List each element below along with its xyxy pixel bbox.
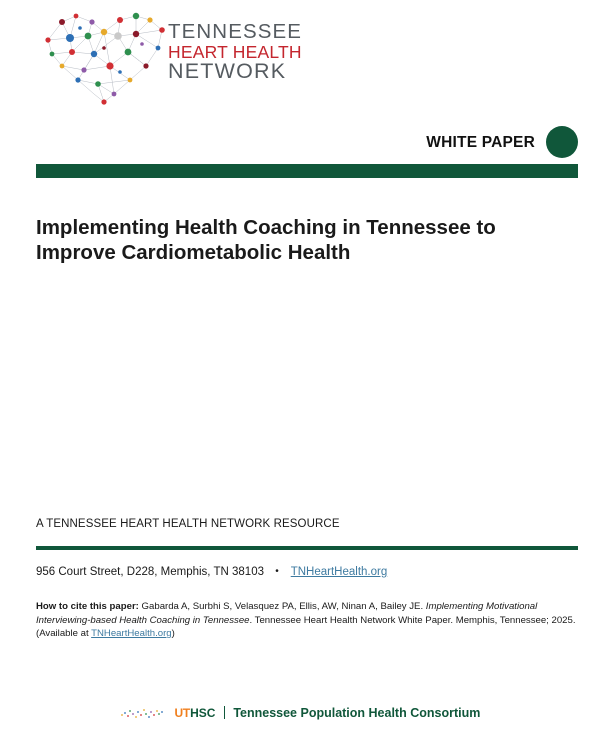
white-paper-label: WHITE PAPER [426, 134, 535, 151]
footer-logo [120, 704, 480, 724]
network-wordmark [168, 22, 302, 83]
consortium-dots-icon [120, 706, 164, 720]
citation-work-title: Implementing Motivational Interviewing-based Health Coaching in Tennessee [36, 601, 538, 626]
bullet-separator: • [275, 566, 279, 577]
network-heart-logo-icon [40, 8, 168, 108]
citation-lead: How to cite this paper: [36, 601, 139, 612]
logo-line-network: NETWORK [168, 59, 287, 83]
citation-link[interactable]: TNHeartHealth.org [91, 628, 172, 639]
footer-hsc-mark: HSC [190, 705, 216, 720]
footer-ut-mark: UT [174, 705, 191, 720]
green-divider [36, 546, 578, 550]
footer-org-name: Tennessee Population Health Consortium [233, 705, 481, 720]
street-address: 956 Court Street, D228, Memphis, TN 38103 [36, 566, 264, 578]
citation-details: . Tennessee Heart Health Network White Paper. Memphis, Tennessee; 2025. (Available at [36, 614, 576, 639]
resource-label: A TENNESSEE HEART HEALTH NETWORK RESOURCE [36, 518, 340, 530]
paper-title: Implementing Health Coaching in Tennessee to Improve Cardiometabolic Health [36, 216, 496, 264]
citation-authors: Gabarda A, Surbhi S, Velasquez PA, Ellis, AW, Ninan A, Bailey JE. [138, 601, 426, 612]
header-green-band [36, 164, 578, 178]
contact-line [36, 566, 387, 578]
logo-line-heart-health: HEART HEALTH [168, 41, 302, 62]
citation-block [36, 600, 581, 641]
logo-line-tennessee: TENNESSEE [168, 20, 303, 43]
green-circle-badge-icon [546, 126, 578, 158]
footer-separator [224, 706, 225, 719]
website-link[interactable]: TNHeartHealth.org [290, 566, 388, 578]
citation-close: ) [171, 628, 175, 639]
